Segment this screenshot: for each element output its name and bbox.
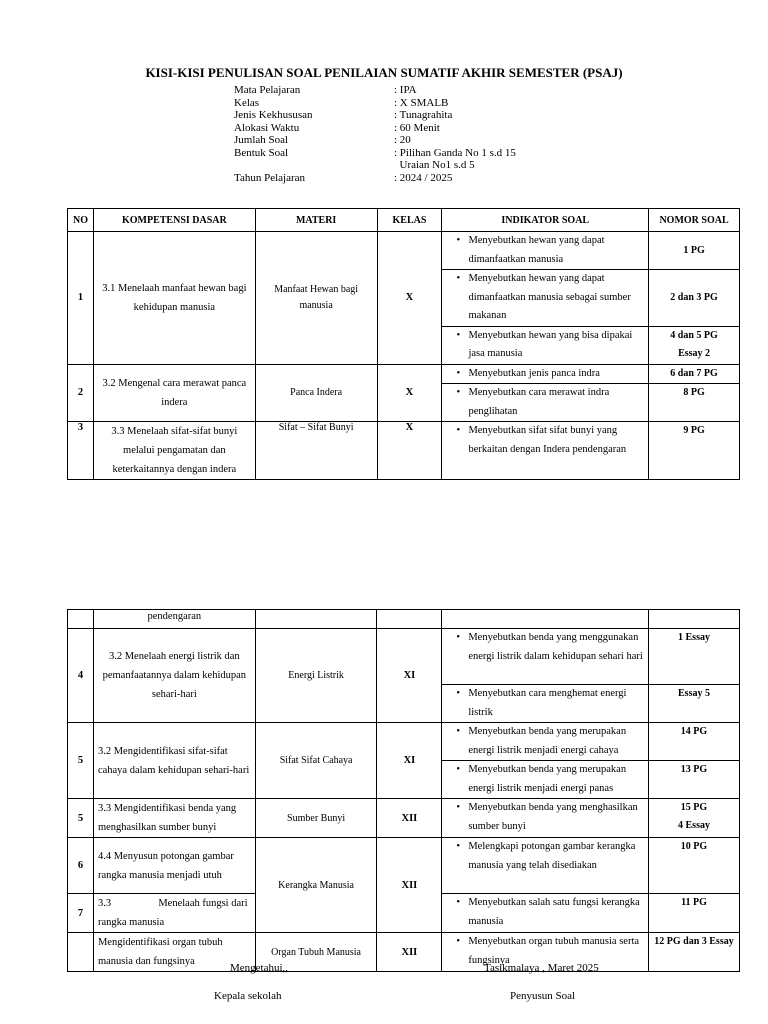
cell-no: 1 xyxy=(68,232,94,365)
nomor-text: 6 dan 7 PG xyxy=(670,367,718,379)
cell-kelas xyxy=(377,610,442,629)
cell-kelas: X xyxy=(377,364,442,422)
cell-indikator: • Menyebutkan organ tubuh manusia serta fungsinya xyxy=(442,933,649,972)
nomor-text: 15 PG xyxy=(680,802,708,813)
meta-key: Alokasi Waktu xyxy=(234,121,300,134)
meta-key: Jenis Kekhususan xyxy=(234,109,313,121)
cell-indikator: • Menyebutkan hewan yang dapat dimanfaatkan manusia sebagai sumber makanan xyxy=(442,270,649,327)
header-nomor: NOMOR SOAL xyxy=(649,209,740,232)
cell-no: 2 xyxy=(68,364,94,422)
cell-nomor xyxy=(648,894,739,933)
meta-key: Kelas xyxy=(234,96,260,109)
cell-materi: Sifat – Sifat Bunyi xyxy=(255,422,377,480)
cell-materi: Manfaat Hewan bagi manusia xyxy=(255,232,377,365)
cell-kd: 3.2 Menelaah energi listrik dan pemanfaatannya dalam kehidupan sehari-hari xyxy=(93,629,255,723)
meta-value: : Pilihan Ganda No 1 s.d 15 xyxy=(394,146,516,159)
kisi-table-page1 xyxy=(67,208,740,480)
nomor-text: 1 PG xyxy=(683,244,705,256)
meta-key: Tahun Pelajaran xyxy=(234,171,306,184)
cell-no: 5 xyxy=(68,799,94,838)
meta-value: Uraian No1 s.d 5 xyxy=(394,159,475,171)
cell-nomor xyxy=(648,610,739,629)
meta-value: : 2024 / 2025 xyxy=(394,171,453,184)
cell-kd: 3.1 Menelaah manfaat hewan bagi kehidupan manusia xyxy=(93,232,255,365)
cell-kelas: X xyxy=(377,422,442,480)
cell-kelas: X xyxy=(377,232,442,365)
nomor-text: 4 Essay xyxy=(678,820,710,831)
meta-value: : 60 Menit xyxy=(394,121,440,134)
nomor-text: Essay 5 xyxy=(678,688,710,699)
cell-indikator: • Menyebutkan cara merawat indra penglihatan xyxy=(442,384,649,422)
cell-indikator: • Melengkapi potongan gambar kerangka manusia yang telah disediakan xyxy=(442,838,649,894)
cell-materi xyxy=(255,610,377,629)
cell-indikator: • Menyebutkan hewan yang bisa dipakai jasa manusia xyxy=(442,326,649,364)
table-row xyxy=(68,838,740,894)
cell-kelas: XII xyxy=(377,933,442,972)
table-row xyxy=(68,232,740,270)
document-title: KISI-KISI PENULISAN SOAL PENILAIAN SUMATIF AKHIR SEMESTER (PSAJ) xyxy=(145,65,623,80)
header-materi: MATERI xyxy=(255,209,377,232)
table-row xyxy=(68,364,740,384)
cell-indikator: • Menyebutkan benda yang merupakan energi listrik menjadi energi cahaya xyxy=(442,723,649,761)
cell-indikator xyxy=(442,610,649,629)
meta-value: : 20 xyxy=(394,134,411,146)
cell-kelas: XI xyxy=(377,629,442,723)
cell-indikator: • Menyebutkan cara menghemat energi listrik xyxy=(442,685,649,723)
signature-right-top: Tasikmalaya , Maret 2025 xyxy=(484,962,599,974)
nomor-text: 10 PG xyxy=(680,841,708,852)
cell-kelas: XI xyxy=(377,723,442,799)
cell-nomor xyxy=(649,422,740,480)
header-no: NO xyxy=(68,209,94,232)
nomor-text: 11 PG xyxy=(681,897,707,908)
nomor-text: 9 PG xyxy=(683,425,705,436)
cell-kd: 3.2 Mengenal cara merawat panca indera xyxy=(93,364,255,422)
cell-nomor xyxy=(649,232,740,270)
table-row xyxy=(68,933,740,972)
cell-kd: pendengaran xyxy=(93,610,255,629)
cell-no xyxy=(68,610,94,629)
table-row xyxy=(68,610,740,629)
cell-no xyxy=(68,933,94,972)
header-indikator: INDIKATOR SOAL xyxy=(442,209,649,232)
cell-indikator: • Menyebutkan benda yang merupakan energi listrik menjadi energi panas xyxy=(442,761,649,799)
cell-nomor xyxy=(649,326,740,364)
meta-value: : Tunagrahita xyxy=(394,109,453,121)
cell-kd: 3.2 Mengidentifikasi sifat-sifat cahaya dalam kehidupan sehari-hari xyxy=(93,723,255,799)
header-kd: KOMPETENSI DASAR xyxy=(93,209,255,232)
cell-nomor xyxy=(649,384,740,422)
cell-materi: Organ Tubuh Manusia xyxy=(255,933,377,972)
cell-no: 7 xyxy=(68,894,94,933)
cell-nomor xyxy=(648,799,739,838)
nomor-text: 14 PG xyxy=(680,726,708,737)
cell-indikator: • Menyebutkan benda yang menggunakan energi listrik dalam kehidupan sehari hari xyxy=(442,629,649,685)
cell-nomor xyxy=(648,838,739,894)
cell-nomor xyxy=(648,723,739,761)
cell-kd: 3.3 Menelaah sifat-sifat bunyi melalui pengamatan dan keterkaitannya dengan indera xyxy=(93,422,255,480)
cell-kd: 3.3 Mengidentifikasi benda yang menghasilkan sumber bunyi xyxy=(93,799,255,838)
cell-kd: 3.3 Menelaah fungsi dari rangka manusia xyxy=(93,894,255,933)
cell-indikator: • Menyebutkan hewan yang dapat dimanfaatkan manusia xyxy=(442,232,649,270)
cell-indikator: • Menyebutkan benda yang menghasilkan sumber bunyi xyxy=(442,799,649,838)
nomor-text: Essay 2 xyxy=(678,347,711,359)
cell-indikator: • Menyebutkan salah satu fungsi kerangka manusia xyxy=(442,894,649,933)
cell-indikator: • Menyebutkan sifat sifat bunyi yang berkaitan dengan Indera pendengaran xyxy=(442,422,649,480)
table-row xyxy=(68,723,740,761)
nomor-text: 1 Essay xyxy=(678,632,710,643)
cell-no: 3 xyxy=(68,422,94,480)
nomor-text: 2 dan 3 PG xyxy=(670,291,718,303)
nomor-text: 4 dan 5 PG xyxy=(670,329,718,341)
meta-value: : X SMALB xyxy=(394,96,449,109)
cell-nomor xyxy=(648,629,739,685)
nomor-text: 12 PG dan 3 Essay xyxy=(654,936,734,947)
meta-key: Bentuk Soal xyxy=(234,146,289,159)
nomor-text: 8 PG xyxy=(683,387,705,398)
meta-key: Mata Pelajaran xyxy=(234,84,301,96)
cell-no: 6 xyxy=(68,838,94,894)
signature-left-top: Mengetahui,, xyxy=(230,962,289,974)
table-row xyxy=(68,799,740,838)
table-header-row xyxy=(68,209,740,232)
table-row xyxy=(68,629,740,685)
cell-nomor xyxy=(648,685,739,723)
nomor-text: 13 PG xyxy=(680,764,708,775)
cell-no: 4 xyxy=(68,629,94,723)
meta-key: Jumlah Soal xyxy=(234,134,289,146)
cell-nomor xyxy=(648,933,739,972)
kisi-table-page2 xyxy=(67,609,740,972)
signature-right-role: Penyusun Soal xyxy=(510,990,576,1002)
cell-indikator: • Menyebutkan jenis panca indra xyxy=(442,364,649,384)
cell-materi: Sifat Sifat Cahaya xyxy=(255,723,377,799)
meta-value: : IPA xyxy=(394,84,417,96)
cell-kelas: XII xyxy=(377,838,442,933)
cell-no: 5 xyxy=(68,723,94,799)
cell-nomor xyxy=(648,761,739,799)
cell-kd: Mengidentifikasi organ tubuh manusia dan fungsinya xyxy=(93,933,255,972)
cell-kd: 4.4 Menyusun potongan gambar rangka manusia menjadi utuh xyxy=(93,838,255,894)
cell-nomor xyxy=(649,270,740,327)
header-kelas: KELAS xyxy=(377,209,442,232)
cell-materi: Energi Listrik xyxy=(255,629,377,723)
signature-left-role: Kepala sekolah xyxy=(214,990,282,1002)
cell-nomor xyxy=(649,364,740,384)
cell-materi: Kerangka Manusia xyxy=(255,838,377,933)
cell-kelas: XII xyxy=(377,799,442,838)
cell-materi: Sumber Bunyi xyxy=(255,799,377,838)
cell-materi: Panca Indera xyxy=(255,364,377,422)
table-row xyxy=(68,422,740,480)
